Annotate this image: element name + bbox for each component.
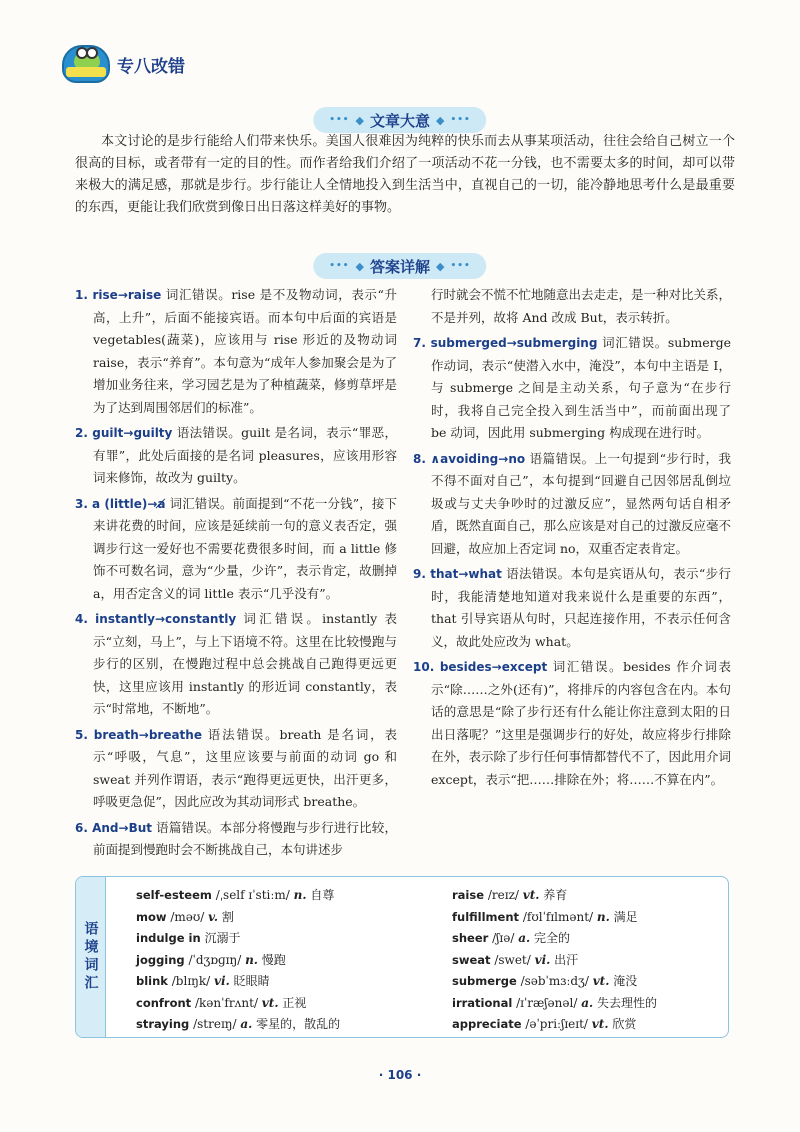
- vocabulary-box: [75, 876, 729, 1038]
- summary-title-text: 文章大意: [369, 111, 431, 130]
- diamond-icon: ◆: [436, 113, 445, 127]
- diamond-icon: ◆: [355, 259, 364, 273]
- vocab-entry: sheer /ʃɪə/ a. 完全的: [452, 931, 571, 945]
- vocab-entry: confront /kənˈfrʌnt/ vt. 正视: [136, 995, 307, 1010]
- vocab-entry: straying /streɪŋ/ a. 零星的，散乱的: [136, 1017, 341, 1031]
- vocab-entry: jogging /ˈdʒɒɡɪŋ/ n. 慢跑: [136, 952, 286, 967]
- vocab-entry: appreciate /əˈpriːʃɪeɪt/ vt. 欣赏: [452, 1017, 637, 1031]
- diamond-icon: ◆: [355, 113, 364, 127]
- answer-item: 6. And→But 语篇错误。本部分将慢跑与步行进行比较，前面提到慢跑时会不断挑战自己，本句讲述步: [75, 819, 397, 857]
- vocab-entry: fulfillment /fʊlˈfɪlmənt/ n. 满足: [452, 909, 638, 924]
- vocab-entry: raise /reɪz/ vt. 养育: [452, 888, 568, 902]
- answer-continuation: 行时就会不慌不忙地随意出去走走，是一种对比关系，不是并列，故将 And 改成 But，表示转折。: [431, 287, 732, 325]
- answer-item: 8. ∧avoiding→no 语篇错误。上一句提到“步行时，我不得不面对自己”，本句提到“回避自己因邻居乱倒垃圾或与丈夫争吵时的过激反应”，显然两句话自相矛盾，既然直面自己，那么应该是对自己的过激反应毫不回避，故应加上否定词 no，双重否定表肯定。: [413, 450, 732, 556]
- page-header-title: 专八改错: [117, 57, 185, 77]
- summary-paragraph: 本文讨论的是步行能给人们带来快乐。美国人很难因为纯粹的快乐而去从事某项活动，往往会给自己树立一个很高的目标，或者带有一定的目的性。而作者给我们介绍了一项活动不花一分钱，也不需要太多的时间，却可以带来极大的满足感，那就是步行。步行能让人全情地投入到生活当中，直视自己的一切，能冷静地思考什么是最重要的东西，更能让我们欣赏到像日出日落这样美好的事物。: [75, 134, 735, 215]
- vocabulary-left-column: [136, 885, 436, 1036]
- vocab-entry: blink /blɪŋk/ vi. 眨眼睛: [136, 974, 270, 988]
- vocabulary-label: 语境词汇: [82, 921, 99, 993]
- vocab-entry: irrational /ɪˈræʃənəl/ a. 失去理性的: [452, 995, 657, 1010]
- answer-item: 9. that→what 语法错误。本句是宾语从句，表示“步行时，我能清楚地知道对我来说什么是重要的东西”，that 引导宾语从句时，只起连接作用，不表示任何含义，故此处应改为 what。: [413, 566, 731, 649]
- diamond-icon: ◆: [436, 259, 445, 273]
- vocab-entry: submerge /səbˈmɜːdʒ/ vt. 淹没: [452, 974, 638, 988]
- answers-right-column: [413, 284, 731, 794]
- answer-item: 2. guilt→guilty 语法错误。guilt 是名词，表示“罪恶，有罪”，此处后面接的是名词 pleasures，应该用形容词来修饰，故改为 guilty。: [75, 425, 397, 485]
- answers-left-column: [75, 284, 397, 865]
- vocabulary-right-column: [452, 885, 722, 1036]
- answers-section-title: [313, 253, 486, 279]
- answer-item: 5. breath→breathe 语法错误。breath 是名词，表示“呼吸，气息”，这里应该要与前面的动词 go 和 sweat 并列作谓语，表示“跑得更远更快，出汗更多，呼吸更急促”，因此应改为其动词形式 breathe。: [75, 726, 397, 809]
- vocabulary-tab: [76, 877, 106, 1037]
- answer-item: 4. instantly→constantly 词汇错误。instantly 表示“立刻，马上”，与上下语境不符。这里在比较慢跑与步行的区别，在慢跑过程中总会挑战自己跑得更远更快，这里应该用 instantly 的形近词 constantly，表示“时常地，不断地”。: [75, 611, 397, 716]
- answers-title-text: 答案详解: [369, 257, 431, 276]
- vocab-entry: indulge in 沉溺于: [136, 931, 241, 945]
- answer-item: 3. a (little)→a̸ 词汇错误。前面提到“不花一分钱”，接下来讲花费的时间，应该是延续前一句的意义表否定，强调步行这一爱好也不需要花费很多时间，而 a little 修饰不可数名词，意为“少量，少许”，表示肯定，故删掉 a，用否定含义的词 little 表示“几乎没有”。: [75, 495, 397, 601]
- answer-item: 1. rise→raise 词汇错误。rise 是不及物动词，表示“升高，上升”，后面不能接宾语。而本句中后面的宾语是 vegetables(蔬菜)，应该用与 rise 形近的及物动词 raise，表示“养育”。本句意为“成年人参加聚会是为了增加业务往来，学习园艺是为了种植蔬菜，修剪草坪是为了达到周围邻居们的标准”。: [75, 287, 397, 415]
- vocab-entry: mow /məʊ/ v. 割: [136, 909, 234, 924]
- publisher-logo: [62, 45, 110, 83]
- vocab-entry: self-esteem /ˌself ɪˈstiːm/ n. 自尊: [136, 888, 335, 902]
- dots-decoration-icon: •••: [450, 261, 471, 271]
- page-number: · 106 ·: [378, 1068, 422, 1082]
- dots-decoration-icon: •••: [450, 115, 471, 125]
- summary-section-title: [313, 107, 486, 133]
- logo-band: [66, 67, 106, 77]
- answer-item: 7. submerged→submerging 词汇错误。submerge 作动词，表示“使潜入水中，淹没”，本句中主语是 I，与 submerge 之间是主动关系，句子意为“在步行时，我将自己完全投入到生活当中”，而前面出现了 be 动词，因此用 submerging 构成现在进行时。: [413, 335, 731, 440]
- vocab-entry: sweat /swet/ vi. 出汗: [452, 952, 579, 967]
- dots-decoration-icon: •••: [329, 115, 350, 125]
- answer-item: 10. besides→except 词汇错误。besides 作介词表示“除……之外(还有)”，将排斥的内容包含在内。本句话的意思是“除了步行还有什么能让你注意到太阳的日出日落呢？”这里是强调步行的好处，故应将步行排除在外，表示除了步行任何事情都替代不了，因此用介词 except，表示“把……排除在外；将……不算在内”。: [413, 659, 732, 787]
- dots-decoration-icon: •••: [329, 261, 350, 271]
